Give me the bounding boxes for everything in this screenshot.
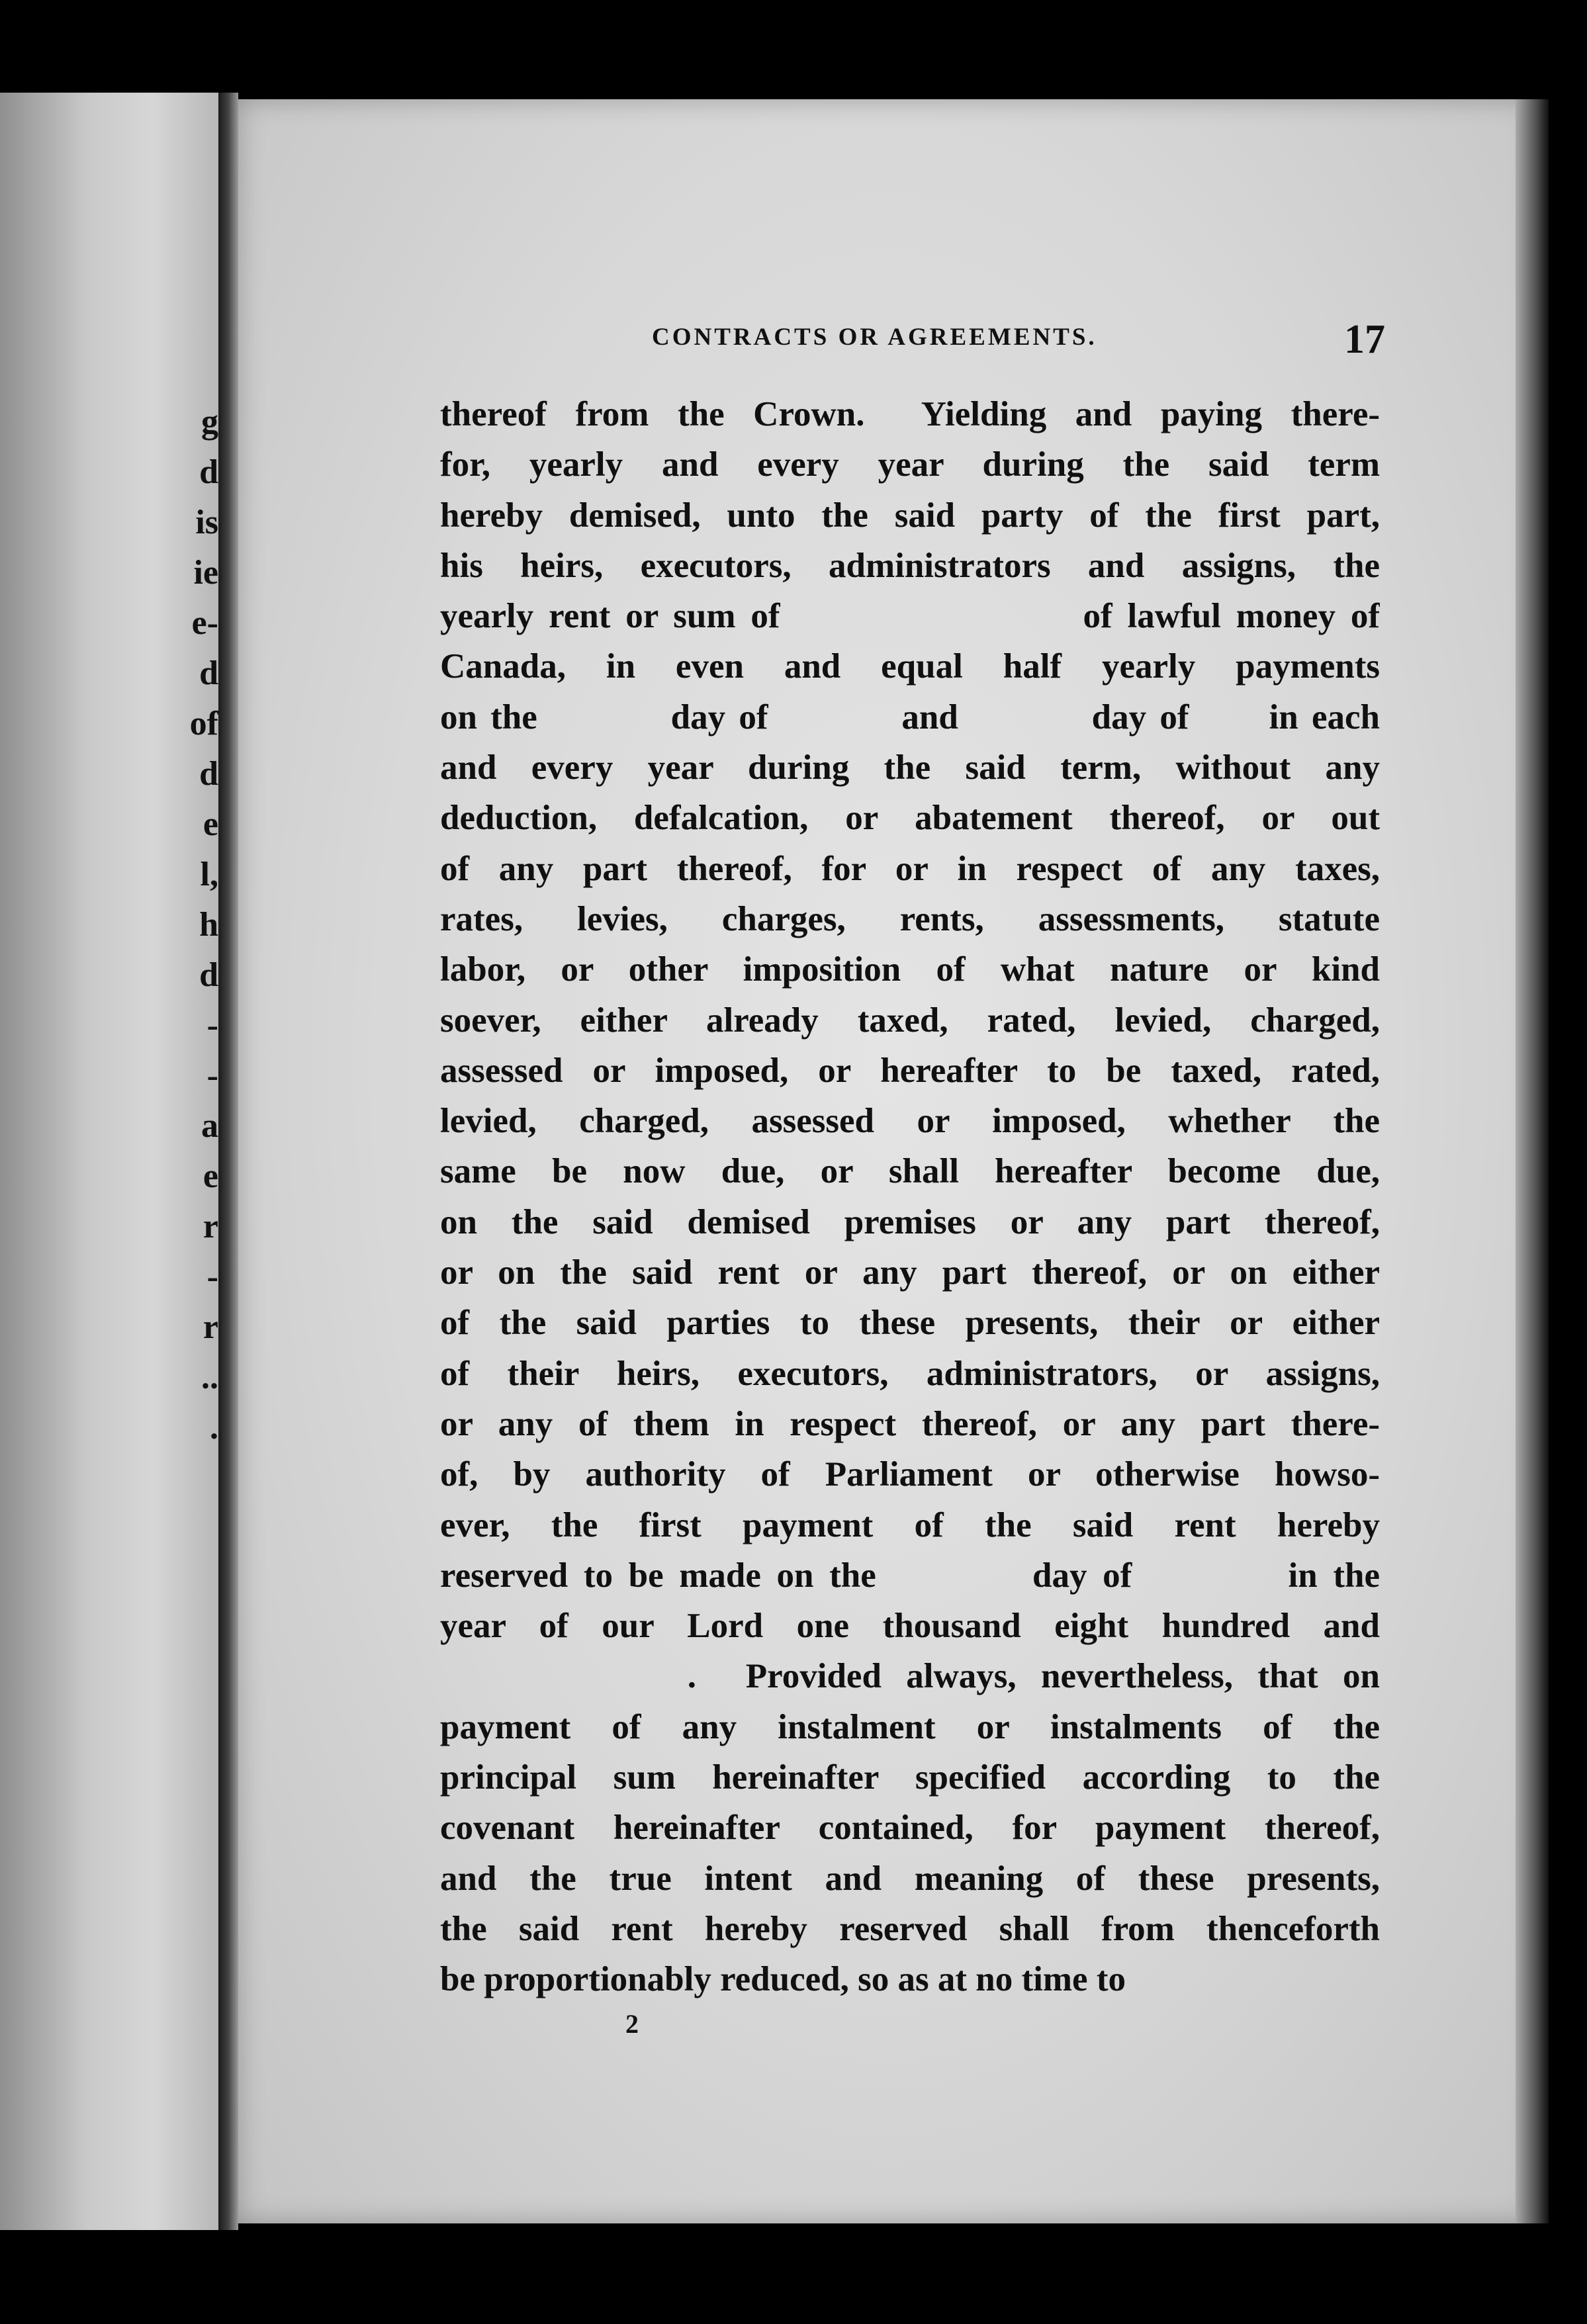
text-line: yearly rent or sum of of lawful money of xyxy=(440,597,1380,636)
text-line: Canada, in even and equal half yearly payments xyxy=(440,647,1380,686)
text-line: for, yearly and every year during the said term xyxy=(440,445,1380,484)
text-line: the said rent hereby reserved shall from thenceforth xyxy=(440,1909,1380,1948)
text-line: be proportionably reduced, so as at no time to xyxy=(440,1960,1126,1999)
left-page-fragment: h xyxy=(199,906,218,944)
page-number: 17 xyxy=(1344,317,1385,362)
text-line: on the day of and day of in each xyxy=(440,697,1380,737)
left-page-fragment: r xyxy=(203,1208,218,1245)
left-page-fragment: d xyxy=(199,755,218,793)
signature-mark: 2 xyxy=(625,2009,639,2039)
page-edge-shadow xyxy=(1516,99,1549,2223)
left-page-fragment: e xyxy=(203,1157,218,1195)
body-text xyxy=(440,389,1380,2005)
text-line: labor, or other imposition of what nature or kind xyxy=(440,950,1380,989)
text-line: or any of them in respect thereof, or any part there- xyxy=(440,1404,1380,1443)
text-line: on the said demised premises or any part thereof, xyxy=(440,1202,1380,1241)
text-line: levied, charged, assessed or imposed, whether the xyxy=(440,1102,1380,1141)
text-line: or on the said rent or any part thereof, or on either xyxy=(440,1253,1380,1292)
text-line: of their heirs, executors, administrators, or assigns, xyxy=(440,1354,1380,1393)
left-page-fragment: l, xyxy=(200,856,218,893)
text-line: reserved to be made on the day of in the xyxy=(440,1556,1380,1595)
text-line: thereof from the Crown. Yielding and paying there- xyxy=(440,395,1380,433)
text-line: . Provided always, nevertheless, that on xyxy=(440,1657,1380,1696)
left-page-fragment: ie xyxy=(193,554,218,592)
left-page-fragment: is xyxy=(195,504,218,541)
page-header xyxy=(652,316,1385,363)
left-page-fragment: e xyxy=(203,805,218,843)
text-line: of, by authority of Parliament or otherwise howso- xyxy=(440,1455,1380,1494)
text-line: principal sum hereinafter specified according to the xyxy=(440,1758,1380,1797)
text-line: his heirs, executors, administrators and assigns, the xyxy=(440,546,1380,585)
left-page-fragment: - xyxy=(206,1258,218,1296)
book-gutter xyxy=(218,93,238,2230)
text-line: payment of any instalment or instalments of the xyxy=(440,1707,1380,1746)
left-page-fragment: - xyxy=(206,1057,218,1095)
left-page-fragment: a xyxy=(201,1107,218,1145)
text-line: soever, either already taxed, rated, levied, charged, xyxy=(440,1001,1380,1040)
text-line: ever, the first payment of the said rent hereby xyxy=(440,1505,1380,1544)
running-head: CONTRACTS OR AGREEMENTS. xyxy=(652,324,1097,351)
left-page-text-fragments xyxy=(179,397,218,1453)
text-line: covenant hereinafter contained, for payment thereof, xyxy=(440,1809,1380,1848)
left-page-fragment: of xyxy=(189,705,218,742)
left-page-fragment: r xyxy=(203,1308,218,1346)
text-line: hereby demised, unto the said party of the first part, xyxy=(440,496,1380,535)
text-line: year of our Lord one thousand eight hundred and xyxy=(440,1607,1380,1646)
text-line: assessed or imposed, or hereafter to be taxed, rated, xyxy=(440,1051,1380,1090)
text-line: deduction, defalcation, or abatement thereof, or out xyxy=(440,799,1380,838)
left-page-fragment: d xyxy=(199,654,218,692)
left-page-fragment: - xyxy=(206,1006,218,1044)
text-line: of any part thereof, for or in respect of any taxes, xyxy=(440,849,1380,888)
left-page-fragment: d xyxy=(199,956,218,994)
left-page-fragment: d xyxy=(199,453,218,491)
text-line: rates, levies, charges, rents, assessments, statute xyxy=(440,899,1380,938)
left-page-fragment: e- xyxy=(191,604,218,642)
left-page-fragment: . xyxy=(210,1409,218,1447)
left-page-fragment: .. xyxy=(201,1359,218,1396)
text-line: and the true intent and meaning of these presents, xyxy=(440,1859,1380,1898)
text-line: of the said parties to these presents, their or either xyxy=(440,1304,1380,1343)
left-page-fragment: g xyxy=(201,403,218,441)
text-line: and every year during the said term, without any xyxy=(440,748,1380,787)
text-line: same be now due, or shall hereafter become due, xyxy=(440,1152,1380,1191)
